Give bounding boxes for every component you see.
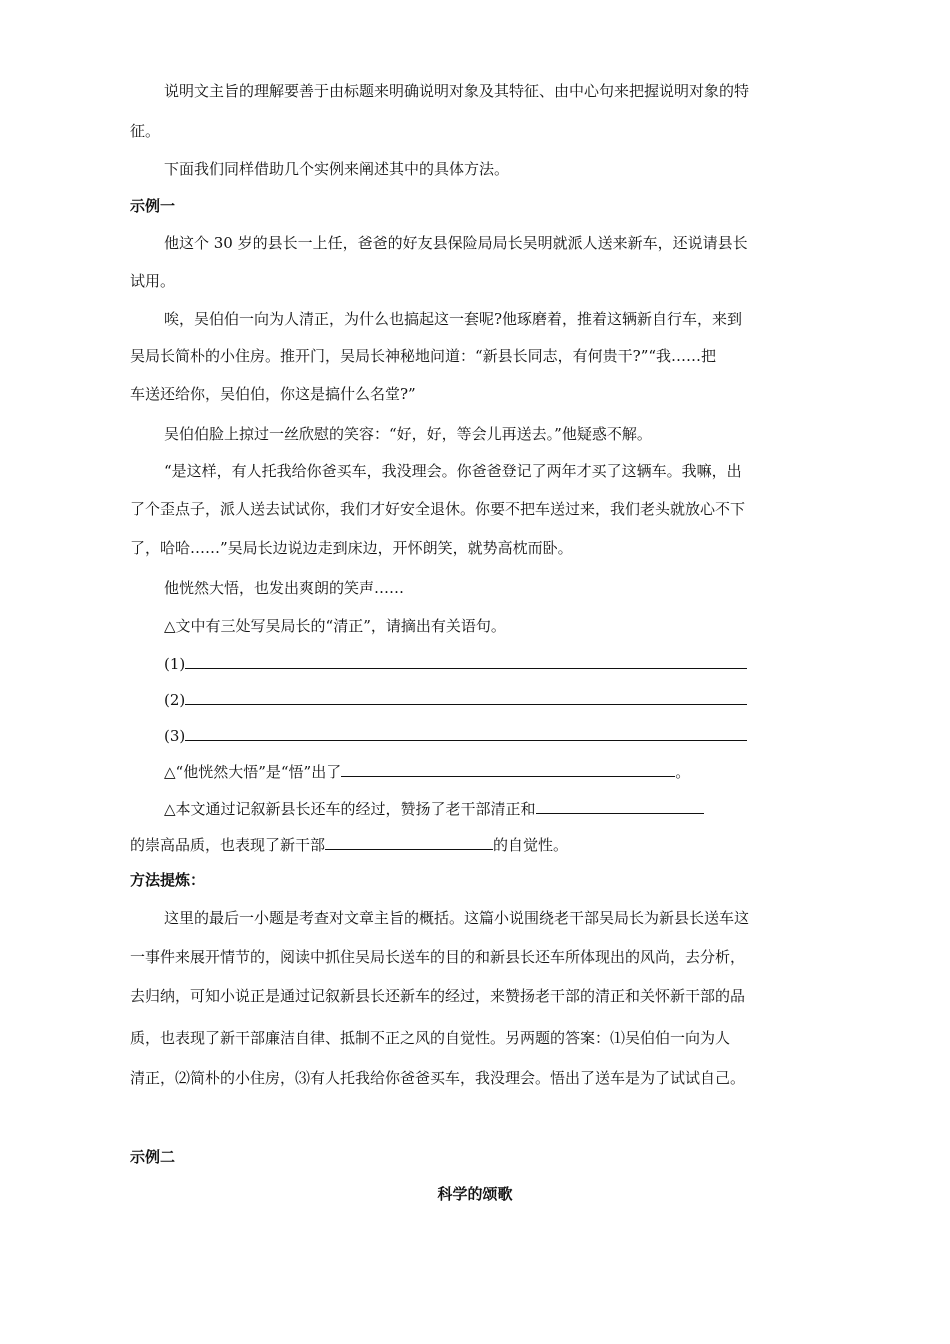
question-3-line2-prefix: 的崇高品质，也表现了新干部 <box>130 836 326 854</box>
question-2 <box>164 760 830 783</box>
answer-line-3 <box>164 724 830 747</box>
article-title: 科学的颂歌 <box>437 1185 513 1203</box>
intro-paragraph-line: 说明文主旨的理解要善于由标题来明确说明对象及其特征、由中心句来把握说明对象的特 <box>164 82 750 100</box>
answer-blank[interactable] <box>536 797 704 814</box>
question-1: △文中有三处写吴局长的“清正”，请摘出有关语句。 <box>164 617 506 635</box>
question-3-line2-suffix: 的自觉性。 <box>493 836 569 854</box>
story-line: 他这个 30 岁的县长一上任，爸爸的好友县保险局局长吴明就派人送来新车，还说请县长 <box>164 234 748 252</box>
example-1-heading: 示例一 <box>130 197 176 215</box>
answer-line-1 <box>164 652 830 675</box>
question-2-prefix: △“他恍然大悟”是“悟”出了 <box>164 763 342 781</box>
story-line: 了个歪点子，派人送去试试你，我们才好安全退休。你要不把车送过来，我们老头就放心不下 <box>130 500 746 518</box>
story-line: 了，哈哈……”吴局长边说边走到床边，开怀朗笑，就势高枕而卧。 <box>130 539 573 557</box>
answer-number: (1) <box>164 655 186 673</box>
answer-number: (2) <box>164 691 186 709</box>
answer-blank[interactable] <box>341 760 675 777</box>
question-2-suffix: 。 <box>675 763 691 781</box>
method-line: 去归纳，可知小说正是通过记叙新县长还新车的经过，来赞扬老干部的清正和关怀新干部的品 <box>130 987 746 1005</box>
question-3-prefix: △本文通过记叙新县长还车的经过，赞扬了老干部清正和 <box>164 800 536 818</box>
answer-line-2 <box>164 688 830 711</box>
method-line: 一事件来展开情节的，阅读中抓住吴局长送车的目的和新县长还车所体现出的风尚，去分析， <box>130 948 746 966</box>
method-heading: 方法提炼： <box>130 871 206 889</box>
story-line: 吴局长简朴的小住房。推开门，吴局长神秘地问道：“新县长同志，有何贵干?”“我……把 <box>130 347 717 365</box>
method-line: 清正，⑵简朴的小住房，⑶有人托我给你爸爸买车，我没理会。悟出了送车是为了试试自己。 <box>130 1069 746 1087</box>
story-line: 吴伯伯脸上掠过一丝欣慰的笑容：“好，好，等会儿再送去。”他疑惑不解。 <box>164 425 652 443</box>
intro-paragraph-line: 征。 <box>130 122 161 140</box>
question-3 <box>164 797 830 820</box>
story-line: 车送还给你，吴伯伯，你这是搞什么名堂?” <box>130 385 416 403</box>
answer-blank[interactable] <box>325 833 493 850</box>
method-line: 这里的最后一小题是考查对文章主旨的概括。这篇小说围绕老干部吴局长为新县长送车这 <box>164 909 750 927</box>
example-2-heading: 示例二 <box>130 1148 176 1166</box>
story-line: 唉，吴伯伯一向为人清正，为什么也搞起这一套呢?他琢磨着，推着这辆新自行车，来到 <box>164 310 743 328</box>
story-line: “是这样，有人托我给你爸买车，我没理会。你爸爸登记了两年才买了这辆车。我嘛，出 <box>164 462 742 480</box>
method-line: 质，也表现了新干部廉洁自律、抵制不正之风的自觉性。另两题的答案：⑴吴伯伯一向为人 <box>130 1029 731 1047</box>
answer-blank[interactable] <box>185 688 747 705</box>
story-line: 他恍然大悟，也发出爽朗的笑声…… <box>164 579 405 597</box>
answer-blank[interactable] <box>185 652 747 669</box>
answer-blank[interactable] <box>185 724 747 741</box>
intro-paragraph-2: 下面我们同样借助几个实例来阐述其中的具体方法。 <box>164 160 510 178</box>
question-3-continued <box>130 833 830 856</box>
story-line: 试用。 <box>130 272 176 290</box>
answer-number: (3) <box>164 727 186 745</box>
